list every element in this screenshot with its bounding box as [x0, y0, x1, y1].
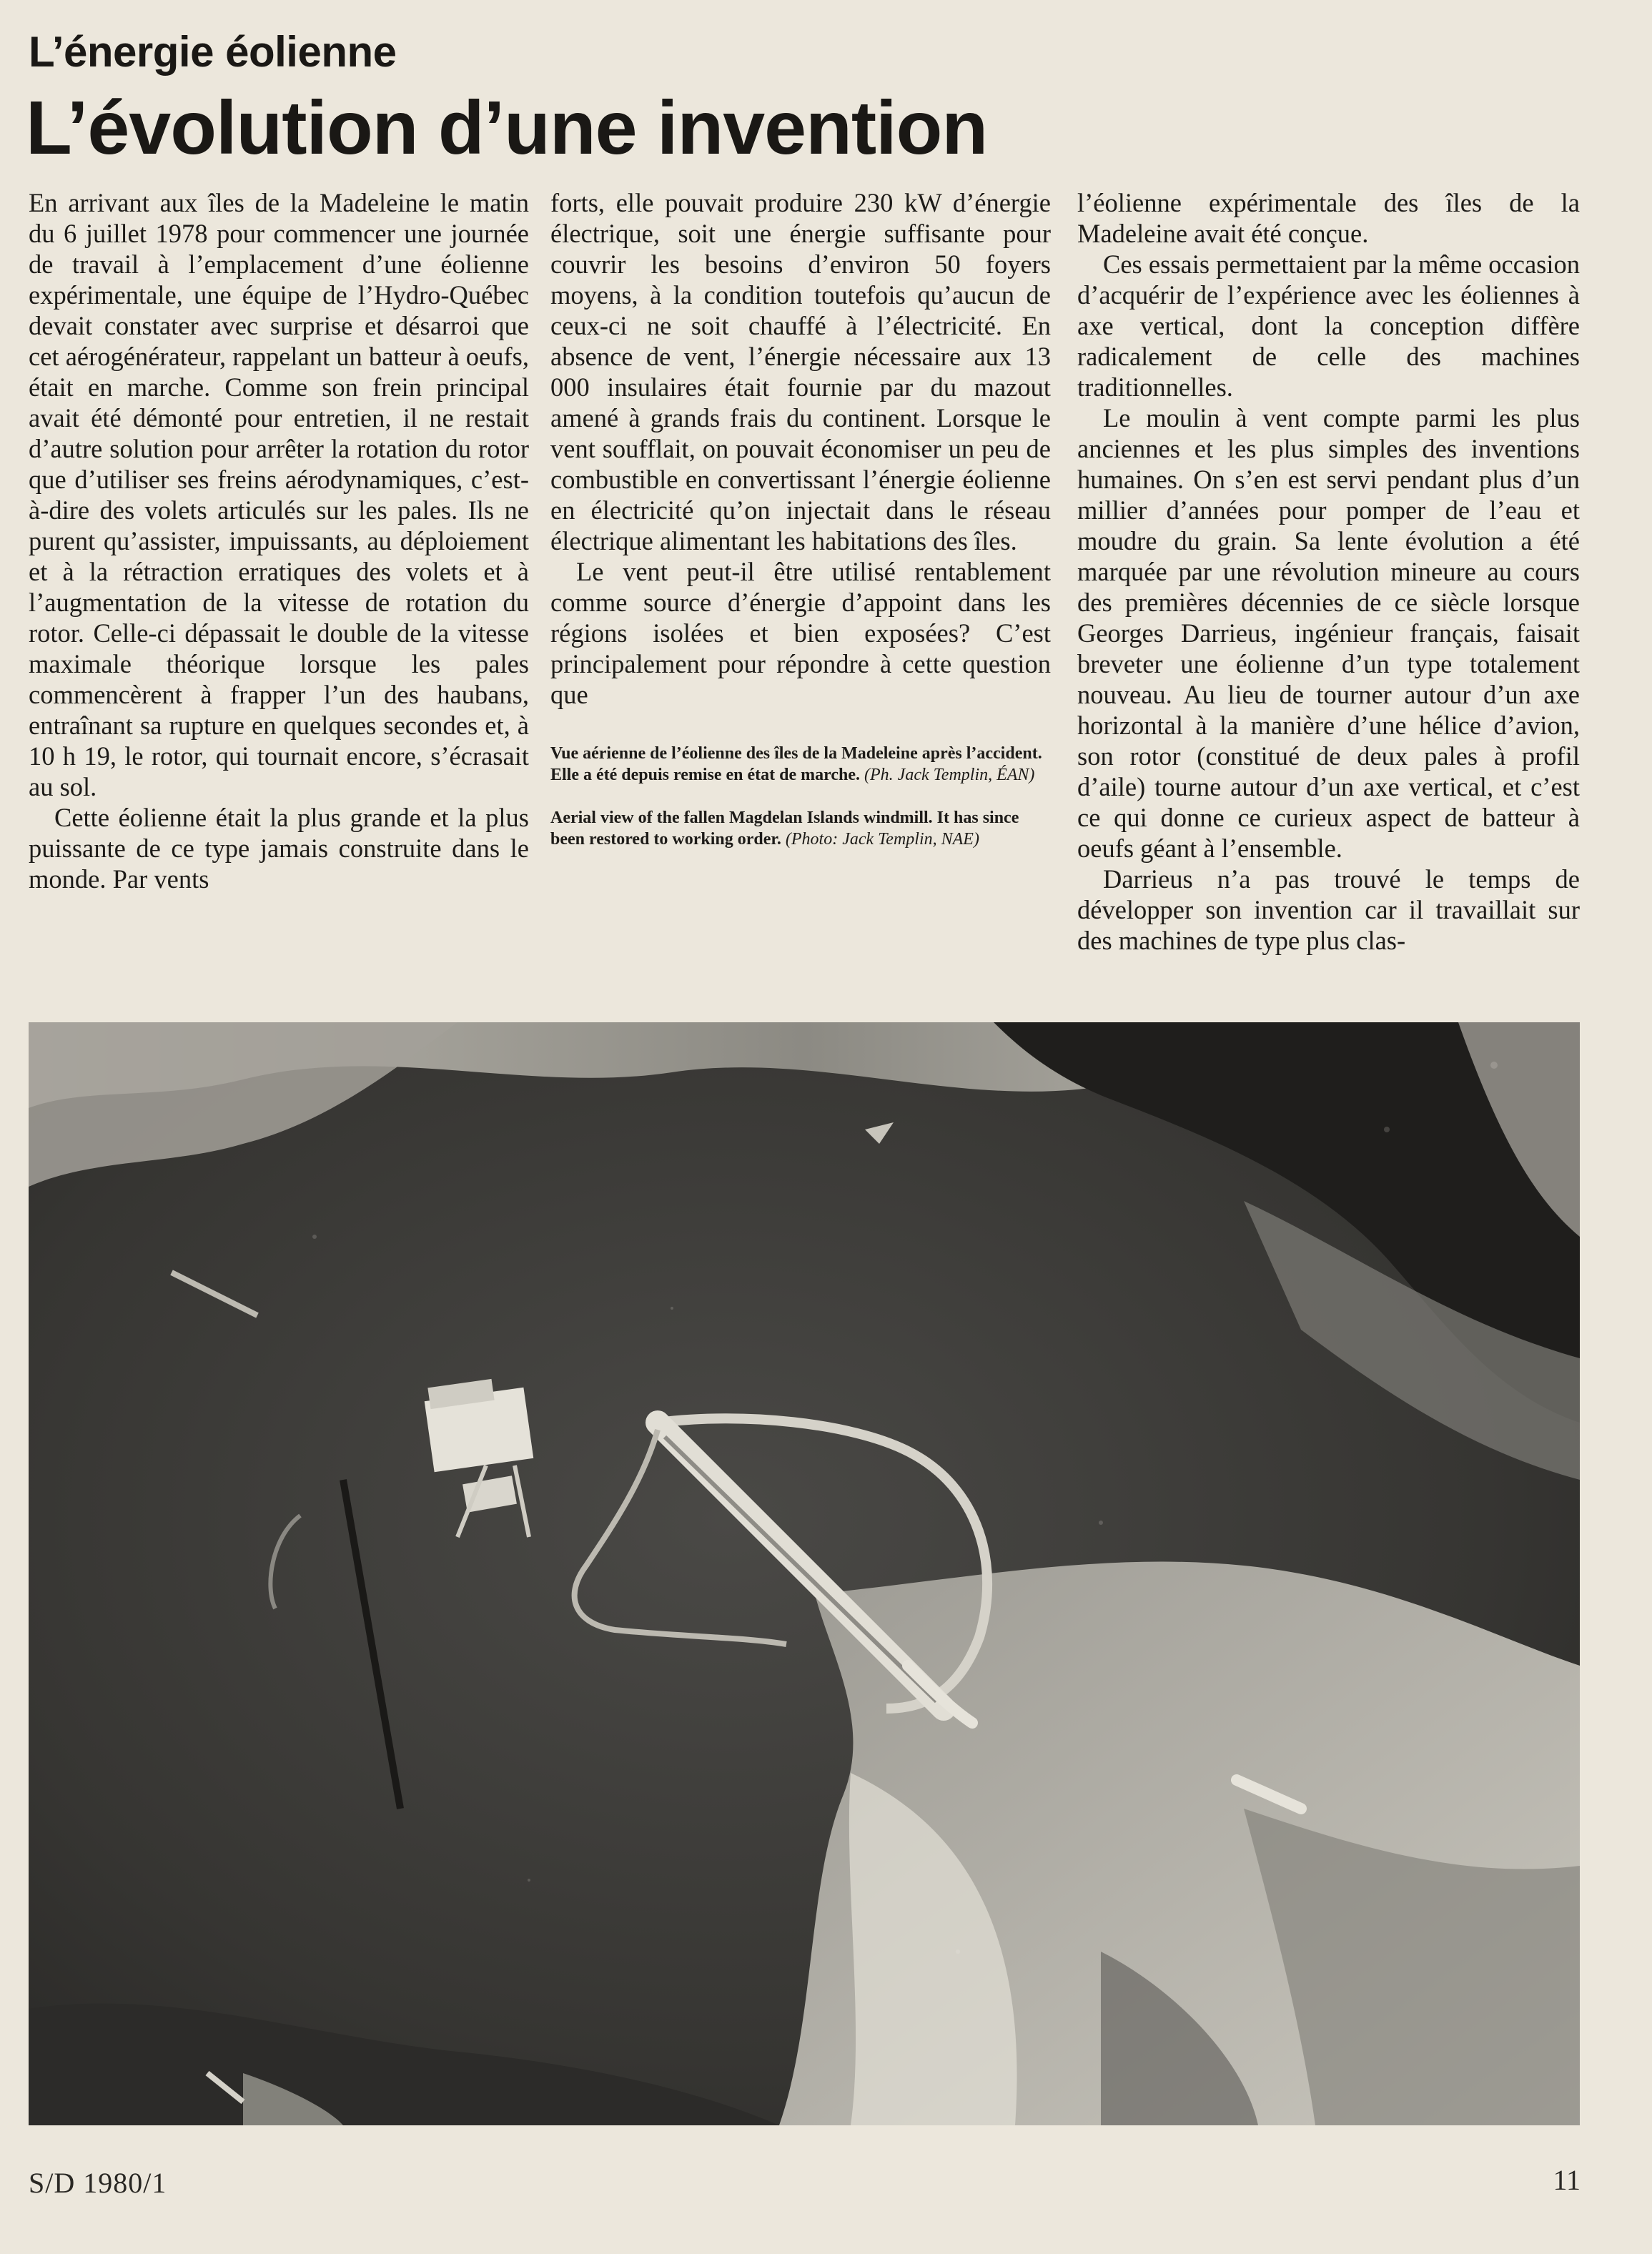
paragraph: Ces essais permettaient par la même occasion d’acquérir de l’expérience avec les éoliennes à axe vertical, dont la conception diffère radicalement de celle des machines traditionnelles. [1077, 249, 1580, 402]
paragraph: l’éolienne expérimentale des îles de la Madeleine avait été conçue. [1077, 188, 1580, 248]
aerial-photo-fallen-windmill [29, 1022, 1580, 2125]
paragraph: forts, elle pouvait produire 230 kW d’énergie électrique, soit une énergie suffisante pour couvrir les besoins d’environ 50 foyers moyens, à la condition toutefois qu’aucun de ceux-ci ne soit chauffé à l’électricité. En absence de vent, l’énergie nécessaire aux 13 000 insulaires était fournie par du mazout amené à grands frais du continent. Lorsque le vent soufflait, on pouvait économiser un peu de combustible en convertissant l’énergie éolienne en électricité qu’on injectait dans le réseau électrique alimentant les habitations des îles. [550, 188, 1051, 555]
issue-label: S/D 1980/1 [29, 2167, 167, 2199]
section-overline: L’énergie éolienne [29, 28, 397, 76]
photo-credit: (Photo: Jack Templin, NAE) [785, 830, 979, 849]
paragraph: Le moulin à vent compte parmi les plus anciennes et les plus simples des inventions humaines. On s’en est servi pendant plus d’un millier d’années pour pomper de l’eau et moudre du grain. Sa lente évolution a été marquée par une révolution mineure au cours des premières décennies de ce siècle lorsque Georges Darrieus, ingénieur français, faisait breveter une éolienne d’un type totalement nouveau. Au lieu de tourner autour d’un axe horizontal à la manière d’une hélice d’avion, son rotor (constitué de deux pales à profil d’aile) tourne autour d’un axe vertical, et c’est ce qui donne ce curieux aspect de batteur à oeufs géant à l’ensemble. [1077, 403, 1580, 863]
article-title: L’évolution d’une invention [26, 86, 988, 170]
paragraph: Darrieus n’a pas trouvé le temps de développer son invention car il travaillait sur des machines de type plus clas- [1077, 864, 1580, 955]
caption-text: Aerial view of the fallen Magdelan Islands windmill. It has since been restored to working order. [550, 809, 1019, 849]
paragraph: Cette éolienne était la plus grande et la plus puissante de ce type jamais construite dans le monde. Par vents [29, 803, 529, 894]
article-column-2 [550, 187, 1051, 850]
article-column-3 [1077, 187, 1580, 956]
photo-caption-french [550, 743, 1051, 786]
page-number: 11 [1553, 2164, 1581, 2196]
caption-text: Vue aérienne de l’éolienne des îles de la Madeleine après l’accident. Elle a été depuis remise en état de marche. [550, 744, 1042, 784]
paragraph: Le vent peut-il être utilisé rentablement comme source d’énergie d’appoint dans les régions isolées et bien exposées? C’est principalement pour répondre à cette question que [550, 557, 1051, 709]
photo-caption-english [550, 807, 1051, 850]
paragraph: En arrivant aux îles de la Madeleine le matin du 6 juillet 1978 pour commencer une journée de travail à l’emplacement d’une éolienne expérimentale, une équipe de l’Hydro-Québec devait constater avec surprise et désarroi que cet aérogénérateur, rappelant un batteur à oeufs, était en marche. Comme son frein principal avait été démonté pour entretien, il ne restait d’autre solution pour arrêter la rotation du rotor que d’utiliser ses freins aérodynamiques, c’est-à-dire des volets articulés sur les pales. Ils ne purent qu’assister, impuissants, au déploiement et à la rétraction erratiques des volets et à l’augmentation de la vitesse de rotation du rotor. Celle-ci dépassait le double de la vitesse maximale théorique lorsque les pales commencèrent à frapper l’un des haubans, entraînant sa rupture en quelques secondes et, à 10 h 19, le rotor, qui tournait encore, s’écrasait au sol. [29, 188, 529, 801]
article-column-1 [29, 187, 529, 894]
photo-credit: (Ph. Jack Templin, ÉAN) [864, 766, 1035, 784]
